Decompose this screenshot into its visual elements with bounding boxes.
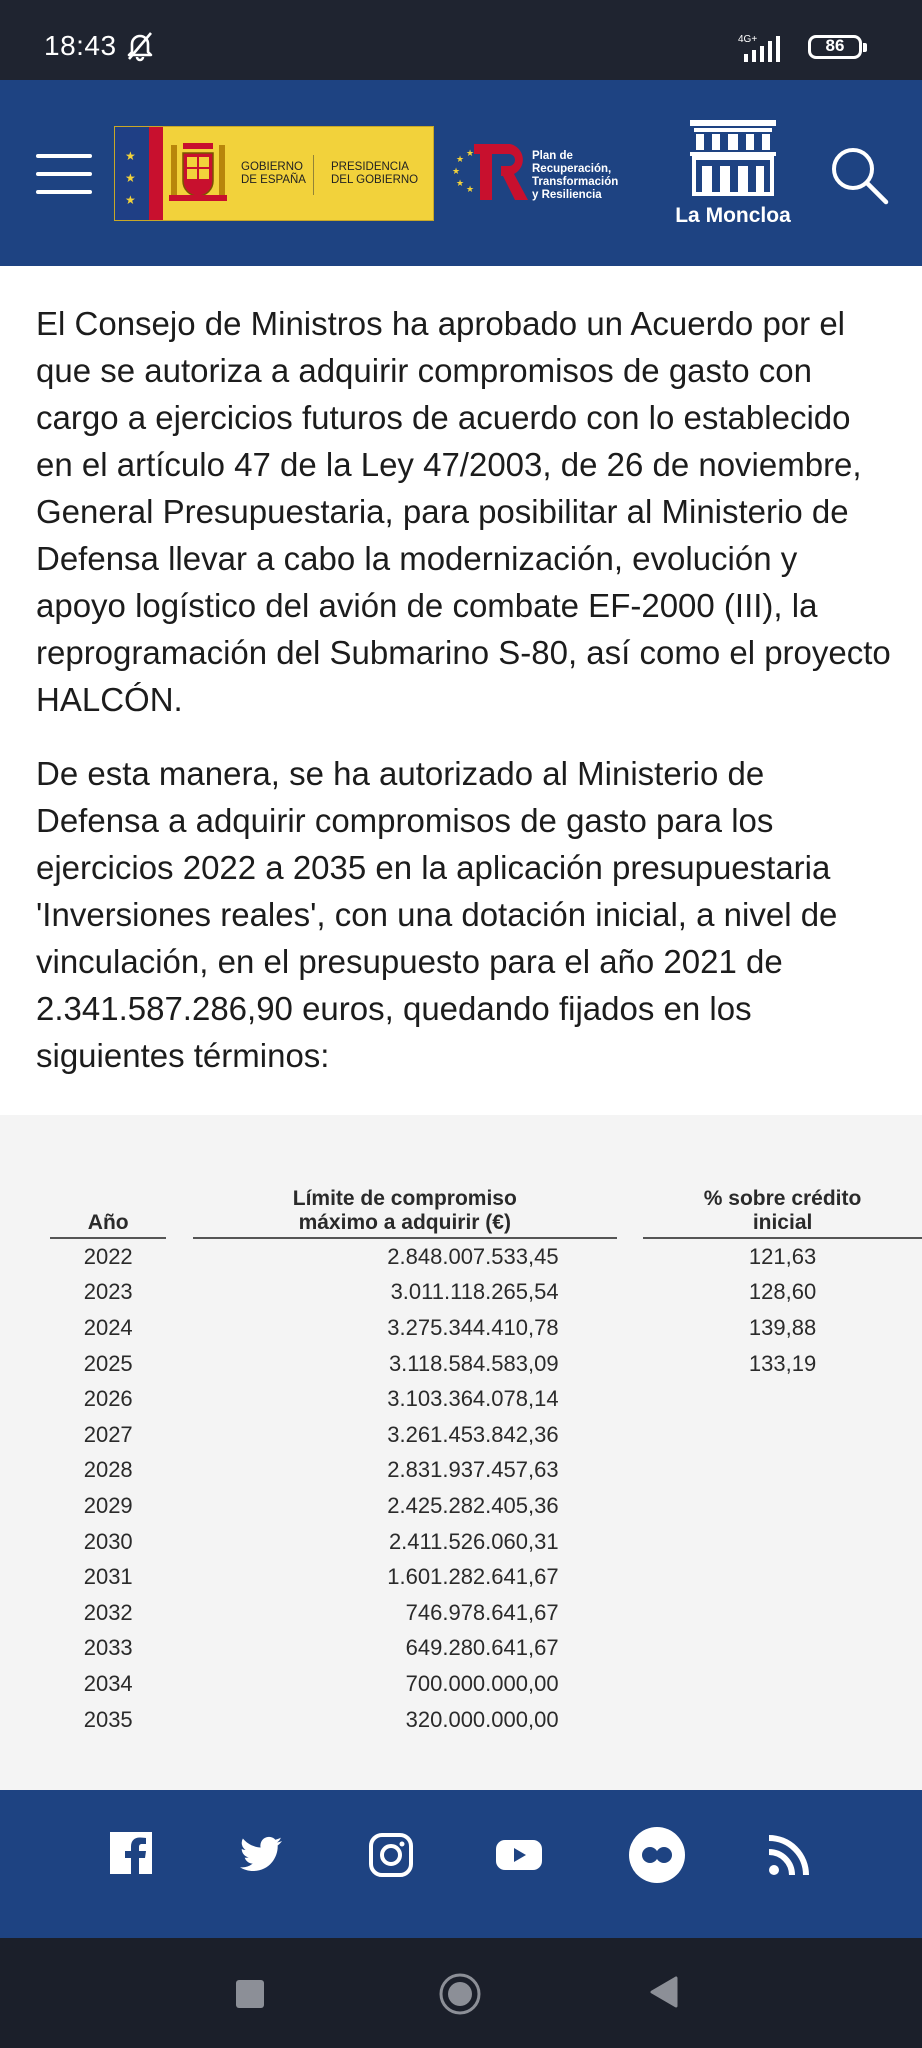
table-row: 2029 2.425.282.405,36 xyxy=(83,1492,559,1518)
site-header xyxy=(0,80,922,266)
svg-text:★: ★ xyxy=(466,185,475,195)
article-paragraph-1: El Consejo de Ministros ha aprobado un Acuerdo por el que se autoriza a adquirir compromisos de gasto con cargo a ejercicios futuros de acuerdo con lo establecido en el artículo 47 de la Ley 47/2003, de 26 de noviembre, General Presupuestaria, para posibilitar al Ministerio de Defensa llevar a cabo la modernización, evolución y apoyo logístico del avión de combate EF-2000 (III), la reprogramación del Submarino S-80, así como el proyecto HALCÓN. xyxy=(36,305,891,718)
battery-level: 86 xyxy=(825,36,845,55)
table-row: 2024 3.275.344.410,78 139,88 xyxy=(83,1314,817,1340)
flag-strip xyxy=(149,127,163,220)
header-year: Año xyxy=(50,1187,166,1238)
article-body xyxy=(36,300,896,1106)
table-row: 2026 3.103.364.078,14 xyxy=(83,1386,559,1412)
gov-logo-text-1: GOBIERNO DE ESPAÑA xyxy=(241,161,306,186)
hamburger-menu-icon[interactable] xyxy=(36,154,92,198)
signal-icon xyxy=(736,32,796,64)
system-navigation-bar xyxy=(0,1938,922,2048)
budget-table-image xyxy=(0,1115,922,1790)
search-icon[interactable] xyxy=(828,144,890,206)
recents-button[interactable] xyxy=(236,1980,264,2008)
bell-off-icon xyxy=(124,30,156,62)
svg-text:★: ★ xyxy=(452,167,461,177)
svg-text:★: ★ xyxy=(456,155,465,165)
back-button[interactable] xyxy=(648,1974,680,2010)
battery-icon xyxy=(808,35,862,59)
svg-text:★: ★ xyxy=(456,179,465,189)
site-name[interactable]: La Moncloa xyxy=(675,204,791,227)
flickr-icon[interactable] xyxy=(628,1826,686,1884)
plan-recuperacion-text: Plan de Recuperación, Transformación y Resiliencia xyxy=(532,150,619,201)
table-row: 2030 2.411.526.060,31 xyxy=(83,1528,559,1554)
twitter-icon[interactable] xyxy=(236,1830,286,1880)
table-row: 2035 320.000.000,00 xyxy=(83,1706,559,1732)
table-row: 2031 1.601.282.641,67 xyxy=(83,1564,559,1590)
status-time: 18:43 xyxy=(44,30,117,61)
table-row: 2027 3.261.453.842,36 xyxy=(83,1421,559,1447)
budget-table xyxy=(50,1187,922,1737)
social-links-bar xyxy=(0,1790,922,1938)
table-header-row xyxy=(50,1187,922,1238)
status-bar xyxy=(0,0,922,80)
header-pct: % sobre crédito inicial xyxy=(643,1187,922,1238)
gobierno-de-espana-logo[interactable] xyxy=(114,126,434,221)
youtube-icon[interactable] xyxy=(494,1830,544,1880)
gov-logo-text-2: PRESIDENCIA DEL GOBIERNO xyxy=(331,161,419,186)
home-button[interactable] xyxy=(438,1972,482,2016)
table-row: 2028 2.831.937.457,63 xyxy=(83,1457,559,1483)
coat-of-arms-icon xyxy=(163,139,233,211)
table-row: 2022 2.848.007.533,45 121,63 xyxy=(83,1243,817,1269)
header-limit: Límite de compromiso máximo a adquirir (€) xyxy=(193,1187,617,1238)
gov-logo-divider xyxy=(313,155,314,195)
eu-stars-strip xyxy=(115,127,149,220)
facebook-icon[interactable] xyxy=(108,1830,158,1880)
table-row: 2033 649.280.641,67 xyxy=(83,1635,559,1661)
plan-recuperacion-logo[interactable] xyxy=(452,136,532,208)
table-row: 2032 746.978.641,67 xyxy=(83,1599,559,1625)
instagram-icon[interactable] xyxy=(366,1830,416,1880)
table-row: 2025 3.118.584.583,09 133,19 xyxy=(83,1350,817,1376)
table-row: 2023 3.011.118.265,54 128,60 xyxy=(83,1279,817,1305)
rss-icon[interactable] xyxy=(764,1830,814,1880)
table-row: 2034 700.000.000,00 xyxy=(83,1670,559,1696)
network-type: 4G+ xyxy=(738,34,758,45)
article-paragraph-2: De esta manera, se ha autorizado al Ministerio de Defensa a adquirir compromisos de gasto para los ejercicios 2022 a 2035 en la aplicación presupuestaria 'Inversiones reales', con una dotación inicial, a nivel de vinculación, en el presupuesto para el año 2021 de 2.341.587.286,90 euros, quedando fijados en los siguientes términos: xyxy=(36,755,838,1074)
la-moncloa-building-icon[interactable] xyxy=(686,116,780,200)
svg-text:★: ★ xyxy=(466,149,475,159)
